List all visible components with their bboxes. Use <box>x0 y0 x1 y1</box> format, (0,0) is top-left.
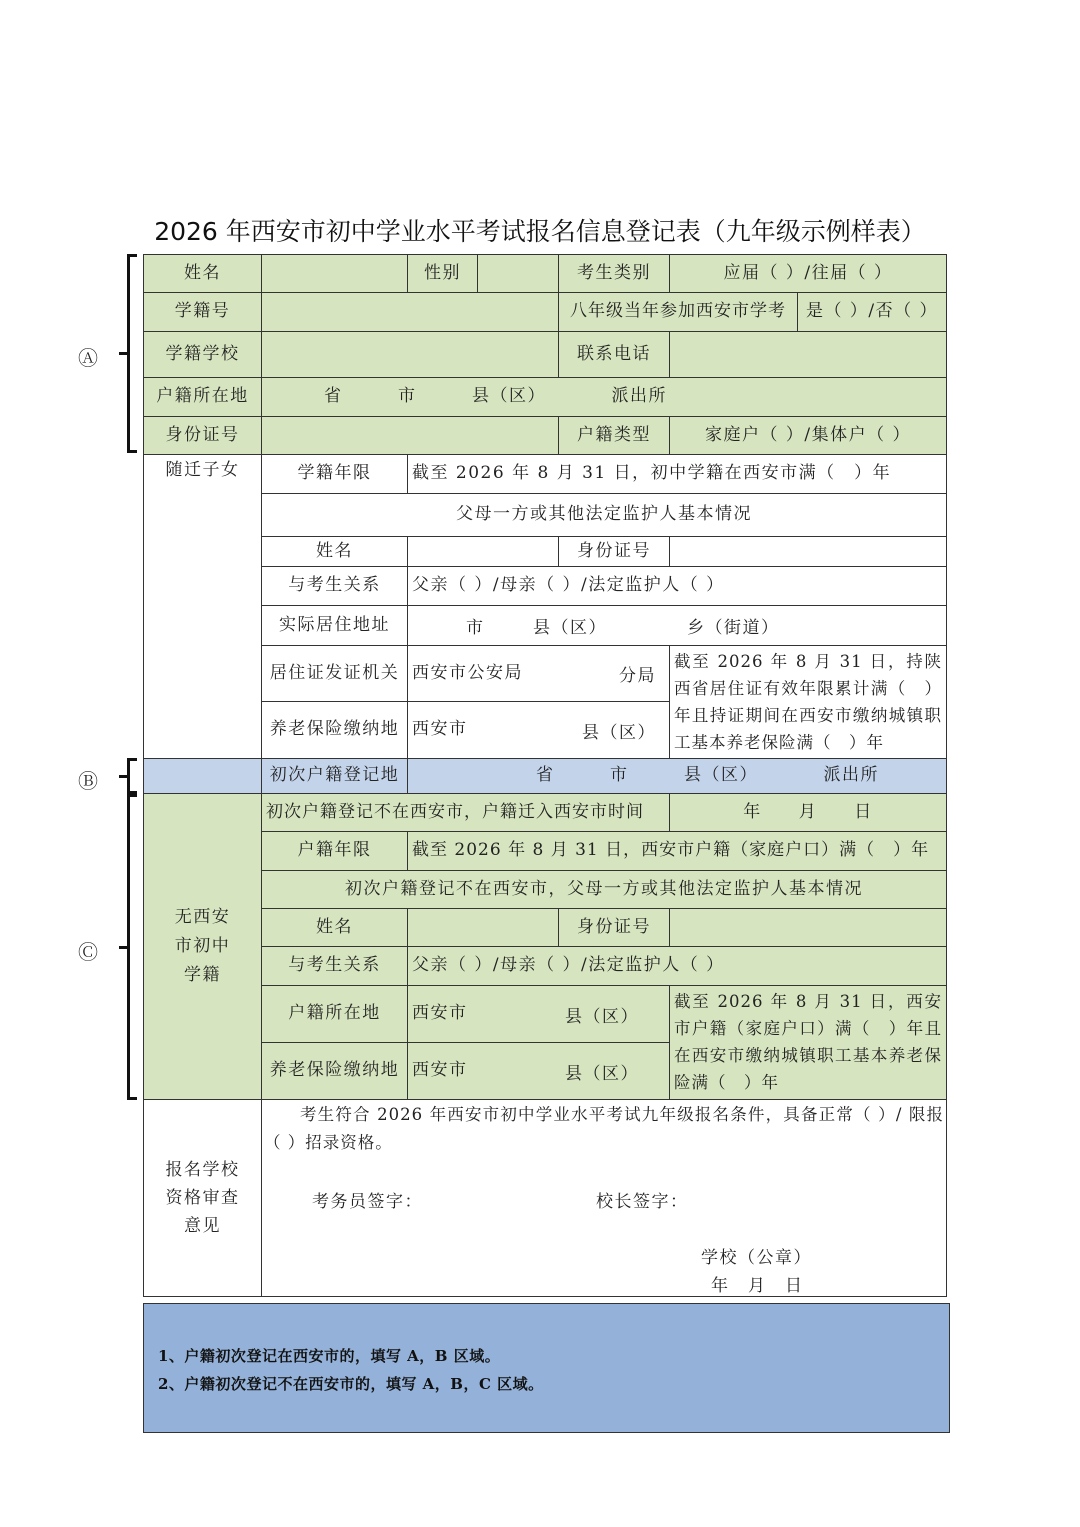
id-number-label: 身份证号 <box>143 416 262 455</box>
pension-label: 养老保险缴纳地 <box>261 701 408 759</box>
candidate-type-field[interactable]: 应届（ ）/往届（ ） <box>669 254 947 293</box>
household-years-label: 户籍年限 <box>261 831 408 871</box>
household-type-field[interactable]: 家庭户（ ）/集体户（ ） <box>669 416 947 455</box>
c-household-location-value: 西安市 <box>412 1003 468 1024</box>
c-pension-value: 西安市 <box>412 1060 468 1081</box>
guardian-relation-field[interactable]: 父亲（ ）/母亲（ ）/法定监护人（ ） <box>407 566 947 606</box>
c-guardian-id-label: 身份证号 <box>558 908 670 947</box>
migrant-guardian-header: 父母一方或其他法定监护人基本情况 <box>261 493 947 537</box>
page-title: 2026 年西安市初中学业水平考试报名信息登记表（九年级示例样表） <box>154 217 926 246</box>
review-label: 报名学校资格审查意见 <box>143 1099 262 1297</box>
c-guardian-header: 初次户籍登记不在西安市，父母一方或其他法定监护人基本情况 <box>261 870 947 909</box>
candidate-type-label: 考生类别 <box>558 254 670 293</box>
section-b-blank <box>143 758 262 794</box>
instruction-1: 1、户籍初次登记在西安市的，填写 A，B 区域。 <box>158 1347 501 1365</box>
bracket-a-tick <box>119 352 128 355</box>
review-date: 年 月 日 <box>711 1276 804 1296</box>
first-registration-label: 初次户籍登记地 <box>261 758 408 794</box>
instruction-2: 2、户籍初次登记不在西安市的，填写 A，B，C 区域。 <box>158 1375 544 1393</box>
household-type-label: 户籍类型 <box>558 416 670 455</box>
bracket-a <box>127 254 137 453</box>
guardian-name-label: 姓名 <box>261 536 408 567</box>
grade8-exam-label: 八年级当年参加西安市学考 <box>558 292 798 332</box>
move-in-field[interactable]: 年 月 日 <box>669 793 947 832</box>
residence-note: 截至 2026 年 8 月 31 日，持陕西省居住证有效年限累计满（ ）年且持证期间在西安市缴纳城镇职工基本养老保险满（ ）年 <box>669 645 947 759</box>
c-pension-suffix: 县（区） <box>565 1064 639 1084</box>
school-label: 学籍学校 <box>143 331 262 378</box>
gender-label: 性别 <box>407 254 478 293</box>
school-years-field[interactable]: 截至 2026 年 8 月 31 日，初中学籍在西安市满（ ）年 <box>407 454 947 494</box>
id-number-field[interactable] <box>261 416 559 455</box>
school-years-label: 学籍年限 <box>261 454 408 494</box>
c-guardian-id-field[interactable] <box>669 908 947 947</box>
c-guardian-name-label: 姓名 <box>261 908 408 947</box>
residence-authority-suffix: 分局 <box>619 666 656 686</box>
c-relation-label: 与考生关系 <box>261 946 408 986</box>
c-note: 截至 2026 年 8 月 31 日，西安市户籍（家庭户口）满（ ）年且在西安市缴纳城镇职工基本养老保险满（ ）年 <box>669 985 947 1100</box>
c-pension-label: 养老保险缴纳地 <box>261 1042 408 1100</box>
bracket-b-tick <box>119 775 128 778</box>
address-field[interactable] <box>407 605 947 646</box>
residence-authority-label: 居住证发证机关 <box>261 645 408 702</box>
area-label-c: Ⓒ <box>78 940 98 964</box>
student-id-field[interactable] <box>261 292 559 332</box>
household-years-field[interactable]: 截至 2026 年 8 月 31 日，西安市户籍（家庭户口）满（ ）年 <box>407 831 947 871</box>
guardian-id-label: 身份证号 <box>558 536 670 567</box>
migrant-group-label: 随迁子女 <box>143 454 262 759</box>
guardian-id-field[interactable] <box>669 536 947 567</box>
c-household-location-label: 户籍所在地 <box>261 985 408 1043</box>
principal-sign: 校长签字： <box>596 1192 689 1212</box>
guardian-name-field[interactable] <box>407 536 559 567</box>
pension-value: 西安市 <box>412 719 468 740</box>
bracket-b <box>127 758 137 794</box>
household-location-field[interactable]: 省 市 县（区） 派出所 <box>261 377 947 417</box>
address-county: 县（区） <box>533 618 607 638</box>
first-registration-field[interactable]: 省 市 县（区） 派出所 <box>407 758 947 794</box>
instructions-box <box>143 1303 950 1433</box>
bracket-c-tick <box>119 946 128 949</box>
address-label: 实际居住地址 <box>261 605 408 646</box>
gender-field[interactable] <box>477 254 559 293</box>
review-statement: 考生符合 2026 年西安市初中学业水平考试九年级报名条件，具备正常（ ）/ 限报（ ）招录资格。 <box>264 1105 944 1152</box>
address-city: 市 <box>466 618 485 638</box>
c-household-location-suffix: 县（区） <box>565 1007 639 1027</box>
address-town: 乡（街道） <box>687 618 780 638</box>
move-in-label: 初次户籍登记不在西安市，户籍迁入西安市时间 <box>261 793 670 832</box>
grade8-exam-field[interactable]: 是（ ）/否（ ） <box>797 292 947 332</box>
examiner-sign: 考务员签字： <box>312 1192 423 1212</box>
c-relation-field[interactable]: 父亲（ ）/母亲（ ）/法定监护人（ ） <box>407 946 947 986</box>
pension-suffix: 县（区） <box>582 723 656 743</box>
phone-field[interactable] <box>669 331 947 378</box>
household-location-label: 户籍所在地 <box>143 377 262 417</box>
name-label: 姓名 <box>143 254 262 293</box>
no-school-record-label: 无西安市初中学籍 <box>143 793 262 1100</box>
school-field[interactable] <box>261 331 559 378</box>
area-label-b: Ⓑ <box>78 769 98 793</box>
student-id-label: 学籍号 <box>143 292 262 332</box>
c-guardian-name-field[interactable] <box>407 908 559 947</box>
area-label-a: Ⓐ <box>78 346 98 370</box>
guardian-relation-label: 与考生关系 <box>261 566 408 606</box>
bracket-c <box>127 794 137 1100</box>
residence-authority-value: 西安市公安局 <box>412 662 523 683</box>
school-seal: 学校（公章） <box>701 1248 812 1268</box>
phone-label: 联系电话 <box>558 331 670 378</box>
name-field[interactable] <box>261 254 408 293</box>
